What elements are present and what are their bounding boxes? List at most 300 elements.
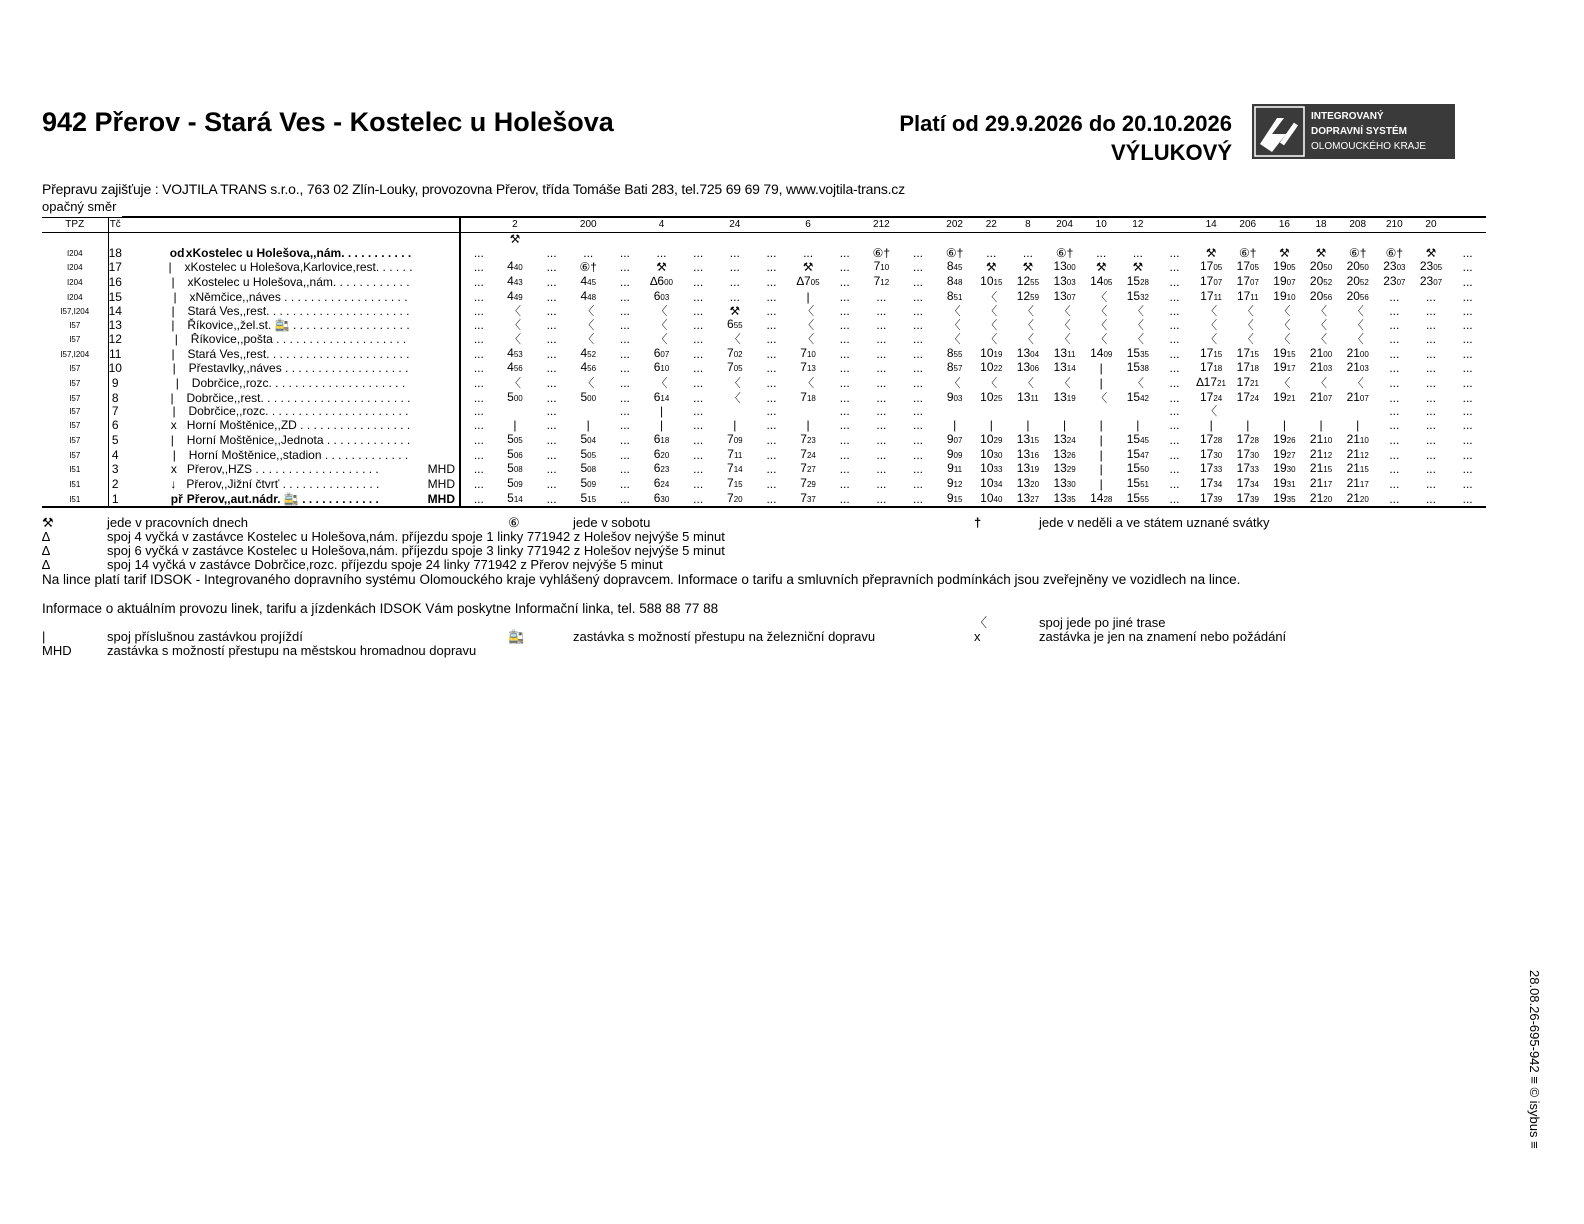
time-cell: ... — [656, 246, 667, 260]
minutes: 50 — [1140, 465, 1149, 475]
time-cell: 505 — [507, 432, 523, 446]
trip-number — [1449, 217, 1486, 233]
minutes: 26 — [1286, 435, 1296, 445]
day-mark-row — [42, 233, 1486, 247]
time-cell: ... — [619, 361, 630, 376]
minutes: 15 — [1213, 349, 1223, 359]
time-cell: 〈 — [985, 304, 998, 318]
time-cell: ... — [839, 346, 850, 361]
time-cell: ... — [1169, 376, 1180, 391]
minutes: 12 — [880, 278, 890, 288]
time-cell: 1306 — [1016, 361, 1040, 375]
time-cell: 1715 — [1236, 346, 1259, 360]
trip-number: 14 — [1193, 217, 1230, 233]
time-cell: ... — [1462, 346, 1473, 361]
time-cell: | — [1282, 419, 1286, 433]
time-cell: ... — [729, 275, 740, 290]
minutes: 00 — [664, 278, 673, 288]
tpz-zone: I204 — [66, 278, 83, 288]
time-cell: 1931 — [1273, 476, 1296, 490]
time-cell: ... — [546, 246, 557, 260]
time-cell: 713 — [800, 361, 816, 375]
stop-mark: | — [171, 275, 175, 290]
opposite-direction-link[interactable]: opačný směr — [42, 199, 117, 214]
time-cell: 505 — [580, 447, 597, 461]
stop-number: 8 — [108, 391, 122, 406]
stop-name: Horní Moštěnice,,ZD . . . . . . . . . . . . . . . . . — [186, 419, 411, 433]
time-cell — [1266, 405, 1303, 419]
time-cell: 〈 — [508, 318, 521, 333]
trip-number — [460, 217, 497, 233]
time-cell: 2056 — [1309, 289, 1333, 303]
time-cell: ... — [753, 492, 790, 508]
minutes: 03 — [1359, 364, 1369, 374]
time-cell: 449 — [507, 289, 523, 303]
time-cell: 1550 — [1126, 462, 1149, 476]
trip-number: 206 — [1229, 217, 1266, 233]
time-cell: ... — [693, 462, 704, 477]
time-cell: 607 — [653, 346, 670, 360]
time-cell: 618 — [653, 432, 670, 446]
time-cell: 〈 — [655, 332, 668, 346]
time-cell: ... — [876, 462, 887, 477]
time-cell: ... — [546, 447, 557, 462]
time-cell: 1040 — [973, 492, 1010, 508]
time-cell: 1015 — [980, 275, 1003, 289]
minutes: 09 — [1103, 349, 1113, 359]
table-row — [42, 492, 1486, 508]
trip-number: 4 — [643, 217, 680, 233]
stop-cell — [122, 448, 460, 463]
minutes: 05 — [1103, 278, 1113, 288]
time-cell: ... — [839, 462, 850, 477]
minutes: 18 — [1213, 364, 1223, 374]
time-cell: 2056 — [1346, 289, 1369, 303]
time-cell: ... — [839, 447, 850, 462]
time-cell: 1707 — [1236, 275, 1259, 289]
time-cell: 2112 — [1309, 447, 1333, 461]
stop-cell — [122, 419, 460, 433]
time-cell: ... — [619, 304, 630, 318]
time-cell: 1329 — [1053, 462, 1076, 476]
time-cell: 710 — [800, 346, 816, 360]
trip-number: 200 — [570, 217, 607, 233]
stop-mark: př — [170, 491, 183, 506]
minutes: 30 — [1250, 450, 1259, 460]
tpz-zone: I204 — [66, 263, 83, 273]
stop-cell — [122, 260, 460, 275]
time-cell: 〈 — [655, 304, 668, 318]
time-cell: 1705 — [1200, 260, 1223, 274]
time-cell: 〈 — [1205, 318, 1218, 333]
minutes: 47 — [1140, 450, 1149, 460]
minutes: 27 — [1030, 494, 1040, 504]
time-cell: 1324 — [1053, 432, 1076, 446]
stop-number: 16 — [108, 275, 122, 290]
stop-cell — [122, 492, 460, 508]
time-cell: 1705 — [1236, 260, 1259, 274]
minutes: 15 — [587, 494, 597, 504]
stop-name: Stará Ves,,rest. . . . . . . . . . . . . . . . . . . . . . — [187, 346, 410, 361]
table-row — [42, 347, 1486, 362]
time-cell: ... — [1425, 361, 1436, 376]
time-cell: 1542 — [1126, 390, 1149, 404]
minutes: 28 — [1250, 435, 1259, 445]
time-cell: 623 — [653, 462, 670, 476]
time-cell: ... — [619, 432, 630, 447]
minutes: 18 — [660, 435, 670, 445]
time-cell: ... — [619, 376, 630, 391]
time-cell: 〈 — [582, 304, 595, 318]
stop-name: Říkovice,,žel.st. 🚉 . . . . . . . . . . . . . . . . . . — [187, 318, 410, 333]
time-cell: ... — [1169, 289, 1180, 304]
time-cell — [936, 405, 973, 419]
time-cell: ... — [546, 332, 557, 346]
time-cell: ... — [839, 332, 850, 346]
note-other-route: spoj jede po jiné trase — [1039, 615, 1166, 630]
minutes: 24 — [1213, 393, 1223, 403]
time-cell: ⑥† — [1348, 246, 1367, 260]
time-cell: 〈 — [802, 318, 815, 333]
stop-name: xKostelec u Holešova,,nám. . . . . . . . . . . . — [187, 275, 410, 290]
time-cell: 1711 — [1200, 289, 1222, 303]
stop-mark: | — [172, 447, 176, 462]
time-cell: ... — [1169, 419, 1180, 433]
stop-number: 7 — [108, 405, 122, 419]
time-cell: 1030 — [980, 447, 1003, 461]
time-cell: ... — [913, 405, 924, 419]
time-cell: ... — [1462, 376, 1473, 391]
time-cell: 2307 — [1383, 275, 1406, 289]
time-cell: ... — [1425, 432, 1436, 447]
table-row — [42, 391, 1486, 406]
time-cell: 〈 — [508, 332, 521, 346]
minutes: 04 — [1030, 349, 1040, 359]
time-cell: ... — [839, 361, 850, 376]
time-cell: 1739 — [1229, 492, 1266, 508]
trip-number: 16 — [1266, 217, 1303, 233]
time-cell: ... — [913, 289, 924, 304]
day-mark — [680, 233, 717, 247]
time-cell: ... — [876, 289, 887, 304]
tpz-zone: I57 — [69, 450, 81, 460]
minutes: 07 — [1213, 278, 1223, 288]
time-cell: 〈 — [1241, 304, 1254, 318]
stop-name: Přerov,,HZS . . . . . . . . . . . . . . . . . . . — [186, 462, 379, 477]
time-cell: ... — [1462, 332, 1473, 346]
minutes: 52 — [587, 349, 597, 359]
minutes: 09 — [733, 435, 743, 445]
time-cell: ... — [1169, 318, 1180, 333]
time-cell: | — [989, 419, 993, 433]
minutes: 11 — [1067, 349, 1076, 359]
minutes: 21 — [1250, 379, 1259, 389]
minutes: 48 — [953, 278, 963, 288]
time-cell: 1910 — [1273, 289, 1296, 303]
time-cell — [1339, 405, 1376, 419]
time-cell: ... — [913, 304, 924, 318]
stop-mark: x — [170, 462, 177, 477]
minutes: 30 — [1286, 465, 1296, 475]
trip-number: 10 — [1083, 217, 1120, 233]
tpz-zone: I51 — [69, 479, 81, 489]
stop-mark: | — [170, 390, 174, 405]
stop-mark: | — [171, 346, 175, 361]
time-cell: 〈 — [1205, 405, 1218, 419]
time-cell: | — [733, 419, 737, 433]
time-cell: ... — [546, 376, 557, 391]
time-cell: 2103 — [1309, 361, 1333, 375]
time-cell: ... — [583, 246, 594, 260]
time-cell: ... — [766, 304, 777, 318]
minutes: 51 — [1140, 479, 1149, 489]
time-cell: ... — [1389, 419, 1400, 433]
time-cell: ⑥† — [945, 246, 964, 260]
time-cell: ... — [619, 476, 630, 491]
stop-number: 9 — [108, 376, 122, 391]
time-cell: 1303 — [1053, 275, 1076, 289]
minutes: 00 — [513, 393, 523, 403]
time-cell: ... — [1425, 304, 1436, 318]
minutes: 09 — [953, 450, 963, 460]
minutes: 21 — [1286, 393, 1296, 403]
time-cell: 1728 — [1200, 432, 1223, 446]
time-cell — [973, 405, 1010, 419]
time-cell: ... — [839, 419, 850, 433]
exclusion-label: VÝLUKOVÝ — [1110, 140, 1232, 165]
minutes: 33 — [1250, 465, 1259, 475]
time-cell: ... — [766, 447, 777, 462]
day-mark — [1266, 233, 1303, 247]
trip-number — [607, 217, 644, 233]
time-cell: ... — [839, 390, 850, 405]
time-cell: | — [1136, 419, 1140, 433]
time-cell: ... — [1425, 462, 1436, 477]
minutes: 45 — [1140, 435, 1149, 445]
time-cell: 715 — [727, 476, 743, 490]
time-cell: ... — [619, 289, 630, 304]
time-cell: ... — [863, 492, 900, 508]
time-cell: 1905 — [1273, 260, 1296, 274]
minutes: 11 — [1030, 393, 1039, 403]
time-cell: 〈 — [1021, 318, 1034, 333]
time-cell: 〈 — [948, 332, 961, 346]
time-cell: 705 — [727, 361, 743, 375]
time-cell: ... — [473, 447, 484, 462]
day-mark — [1339, 233, 1376, 247]
time-cell: 851 — [946, 289, 963, 303]
idsok-logo-icon — [1252, 104, 1307, 159]
stop-number: 4 — [108, 448, 122, 463]
time-cell: 〈 — [1095, 289, 1108, 304]
time-cell: 655 — [727, 318, 743, 332]
time-cell: ⚒ — [985, 260, 997, 275]
stop-cell — [122, 333, 460, 347]
time-cell: 1718 — [1200, 361, 1223, 375]
time-cell: | — [1099, 476, 1103, 491]
minutes: 15 — [1359, 465, 1369, 475]
time-cell: | — [1099, 376, 1103, 391]
trip-number: 20 — [1413, 217, 1450, 233]
minutes: 10 — [880, 263, 890, 273]
minutes: 07 — [1066, 292, 1076, 302]
minutes: 15 — [1323, 465, 1333, 475]
time-cell: 1728 — [1236, 432, 1259, 446]
time-cell: 〈 — [802, 376, 815, 391]
day-mark — [1376, 233, 1413, 247]
time-cell: 2120 — [1303, 492, 1340, 508]
minutes: 00 — [1359, 349, 1369, 359]
trip-number: 24 — [716, 217, 753, 233]
stop-name: xNěmčice,,náves . . . . . . . . . . . . . . . . . . . — [189, 289, 408, 304]
time-cell: ... — [913, 462, 924, 477]
time-cell: 2117 — [1309, 476, 1333, 490]
stop-cell — [122, 318, 460, 333]
time-cell: ... — [1169, 462, 1180, 477]
time-cell: ... — [619, 318, 630, 333]
tpz-zone: I57 — [69, 435, 81, 445]
time-cell: 500 — [580, 390, 597, 404]
minutes: 19 — [1030, 465, 1040, 475]
time-cell: 1711 — [1236, 289, 1259, 303]
time-cell: ... — [803, 246, 814, 260]
time-cell: 〈 — [1278, 332, 1291, 346]
trip-number: 18 — [1303, 217, 1340, 233]
time-cell: ... — [766, 346, 777, 361]
time-cell: ... — [876, 332, 887, 346]
time-cell: | — [1099, 361, 1103, 376]
footer-code — [1520, 970, 1550, 1190]
trip-number: 2 — [497, 217, 534, 233]
time-cell: ... — [693, 432, 704, 447]
time-cell: 1311 — [1017, 390, 1039, 404]
time-cell: ... — [693, 260, 704, 275]
time-cell: ... — [693, 419, 704, 433]
note-mhd: zastávka s možností přestupu na městskou hromadnou dopravu — [107, 643, 477, 658]
minutes: 27 — [806, 465, 816, 475]
time-cell: 445 — [580, 275, 597, 289]
time-cell: 1739 — [1193, 492, 1230, 508]
minutes: 06 — [1030, 364, 1040, 374]
stop-name: Horní Moštěnice,,stadion . . . . . . . . . . . . . — [188, 447, 409, 462]
minutes: 07 — [1396, 278, 1406, 288]
time-cell: 〈 — [1131, 318, 1144, 333]
time-cell: ... — [766, 476, 777, 491]
time-cell: 〈 — [1095, 390, 1108, 405]
minutes: 11 — [1250, 292, 1259, 302]
time-cell: ⚒ — [1022, 260, 1034, 275]
minutes: 07 — [1323, 393, 1333, 403]
time-cell: ... — [1462, 304, 1473, 318]
time-cell: ... — [1425, 390, 1436, 405]
time-cell: 1730 — [1200, 447, 1223, 461]
minutes: 39 — [1250, 494, 1259, 504]
minutes: 25 — [993, 393, 1003, 403]
time-cell — [1303, 405, 1340, 419]
time-cell: 1532 — [1126, 289, 1149, 303]
minutes: 11 — [953, 465, 963, 475]
time-cell: ... — [1389, 346, 1400, 361]
time-cell: 〈 — [1131, 332, 1144, 346]
stop-mark: | — [171, 318, 175, 333]
time-cell: 〈 — [728, 376, 741, 391]
time-cell: 1307 — [1053, 289, 1076, 303]
time-cell: 〈 — [1278, 304, 1291, 318]
time-cell: ... — [1169, 432, 1180, 447]
stop-name: Říkovice,,pošta . . . . . . . . . . . . . . . . . . . . — [190, 332, 407, 346]
time-cell: ... — [1462, 246, 1473, 260]
stop-mark: | — [172, 361, 176, 376]
time-cell: ... — [913, 361, 924, 376]
stop-name: Horní Moštěnice,,Jednota . . . . . . . . . . . . . — [186, 432, 411, 447]
minutes: 05 — [810, 278, 820, 288]
tpz-zone: I57 — [69, 379, 81, 389]
note-sunday: jede v neděli a ve státem uznané svátky — [1039, 515, 1270, 530]
time-cell: ... — [839, 318, 850, 333]
time-cell: | — [513, 419, 517, 433]
time-cell: 2115 — [1309, 462, 1333, 476]
time-cell: 453 — [507, 346, 523, 360]
minutes: 00 — [587, 393, 597, 403]
time-cell: ... — [1022, 246, 1033, 260]
time-cell: 2052 — [1346, 275, 1369, 289]
minutes: 05 — [733, 364, 743, 374]
minutes: 00 — [1066, 263, 1076, 273]
time-cell: 1917 — [1273, 361, 1296, 375]
time-cell — [570, 405, 607, 419]
time-cell: ... — [1462, 405, 1473, 419]
logo-line-2: DOPRAVNÍ SYSTÉM — [1311, 126, 1407, 137]
time-cell: ... — [546, 260, 557, 275]
time-cell: 〈 — [1058, 376, 1071, 391]
stop-mark: | — [171, 304, 175, 318]
minutes: 11 — [733, 450, 743, 460]
time-cell: ⑥† — [872, 246, 891, 260]
time-cell: 2110 — [1346, 432, 1369, 446]
time-cell: 2100 — [1346, 346, 1369, 360]
delta-icon: ∆ — [42, 557, 50, 572]
time-cell: | — [1099, 432, 1103, 447]
time-cell: 1320 — [1016, 476, 1040, 490]
time-cell: ... — [986, 246, 997, 260]
day-mark — [460, 233, 497, 247]
day-mark — [607, 233, 644, 247]
time-cell: 1707 — [1200, 275, 1223, 289]
time-cell: | — [586, 419, 590, 433]
time-cell: 620 — [653, 447, 670, 461]
time-cell: 909 — [946, 447, 963, 461]
day-mark — [1229, 233, 1266, 247]
time-cell: 〈 — [1278, 376, 1291, 391]
time-cell: ... — [1462, 462, 1473, 477]
tpz-zone: I57,I204 — [60, 349, 90, 359]
time-cell: 2052 — [1309, 275, 1333, 289]
minutes: 15 — [733, 479, 743, 489]
time-cell: 〈 — [1351, 376, 1364, 391]
time-cell: 2050 — [1309, 260, 1333, 274]
minutes: 22 — [993, 364, 1003, 374]
time-cell: ... — [839, 304, 850, 318]
time-cell: ⑥† — [579, 260, 597, 275]
time-cell: 〈 — [508, 376, 521, 391]
time-cell: 720 — [716, 492, 753, 508]
minutes: 20 — [660, 450, 670, 460]
time-cell: ... — [693, 346, 704, 361]
minutes: 55 — [953, 349, 963, 359]
trip-number: 208 — [1339, 217, 1376, 233]
time-cell: 1330 — [1053, 476, 1076, 490]
time-cell: 1734 — [1236, 476, 1259, 490]
